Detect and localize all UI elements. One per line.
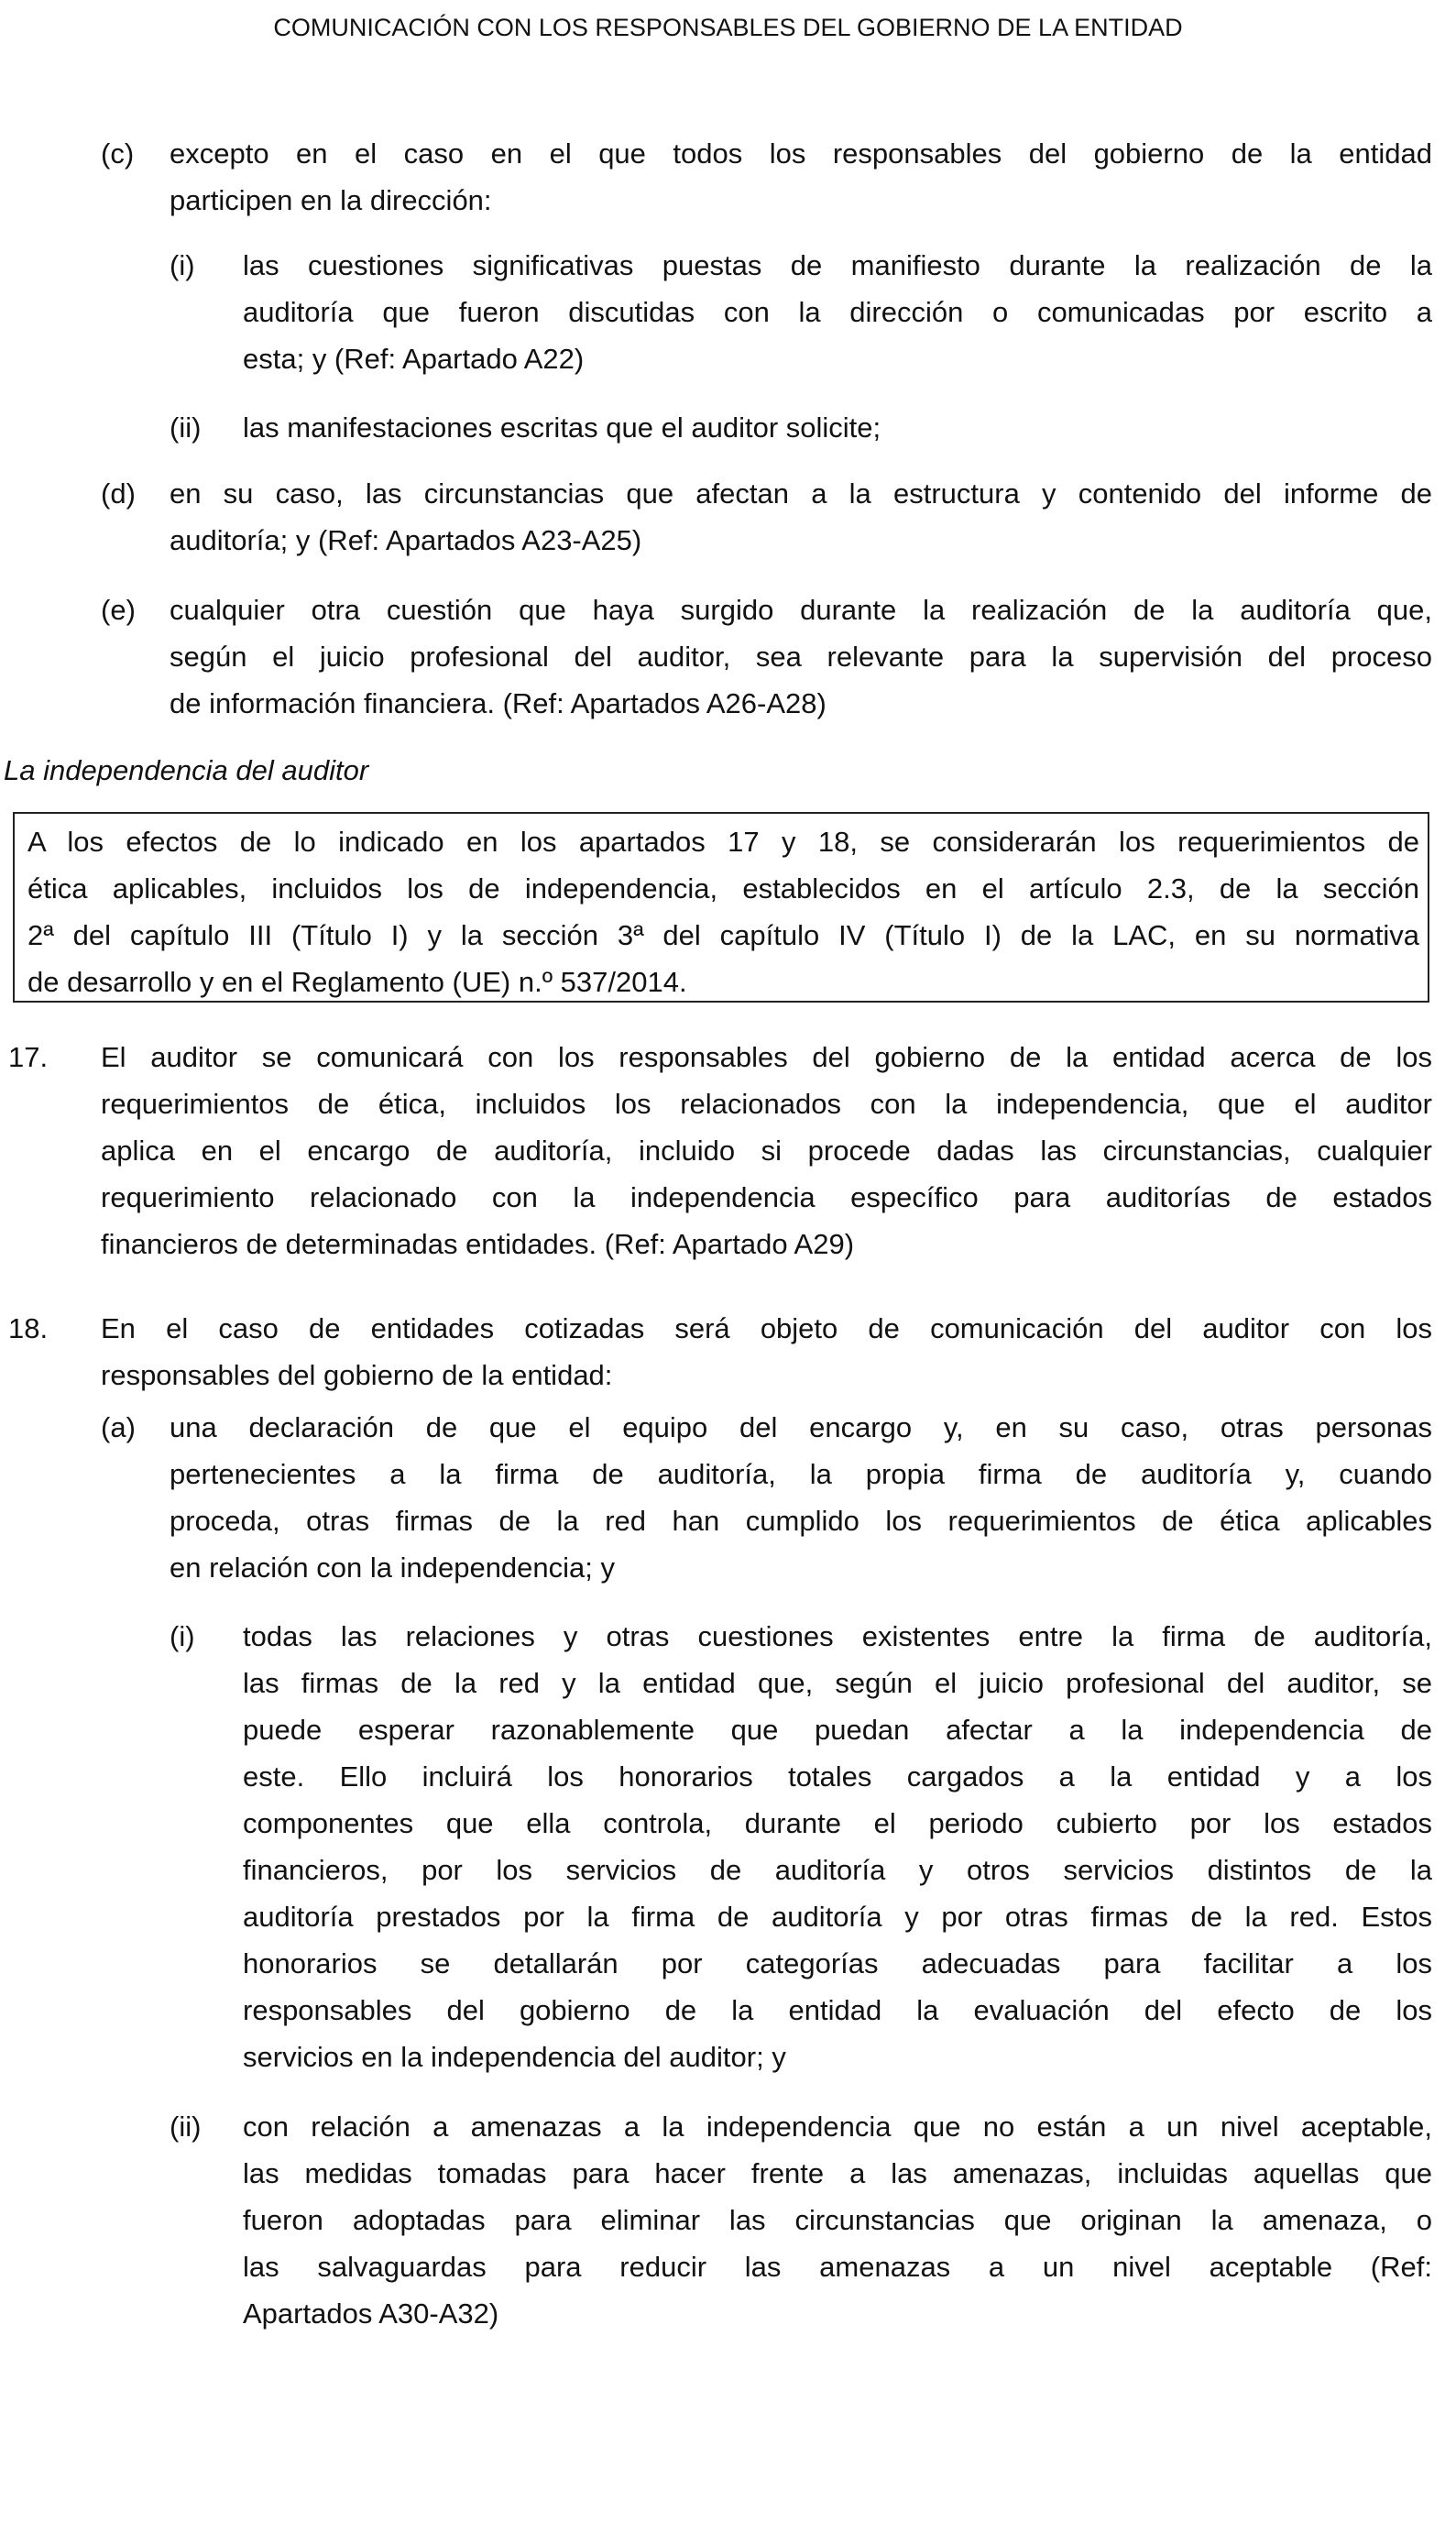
text-line: aplica en el encargo de auditoría, incluido si procede dadas las circunstancias, cualquier bbox=[101, 1135, 1432, 1167]
text-line: puede esperar razonablemente que puedan afectar a la independencia de bbox=[243, 1714, 1432, 1746]
item-label-p18: 18. bbox=[8, 1312, 49, 1344]
text-line: pertenecientes a la firma de auditoría, la propia firma de auditoría y, cuando bbox=[170, 1458, 1432, 1490]
item-label-e: (e) bbox=[101, 594, 136, 626]
item-label-c: (c) bbox=[101, 137, 135, 170]
text-line: A los efectos de lo indicado en los apartados 17 y 18, se considerarán los requerimientos de bbox=[27, 826, 1419, 858]
text-line: las medidas tomadas para hacer frente a las amenazas, incluidas aquellas que bbox=[243, 2157, 1432, 2189]
text-line: las firmas de la red y la entidad que, según el juicio profesional del auditor, se bbox=[243, 1667, 1432, 1699]
text-line: en relación con la independencia; y bbox=[170, 1552, 616, 1584]
page-header-title: COMUNICACIÓN CON LOS RESPONSABLES DEL GOBIERNO DE LA ENTIDAD bbox=[273, 14, 1183, 41]
text-line: participen en la dirección: bbox=[170, 184, 492, 216]
text-line: esta; y (Ref: Apartado A22) bbox=[243, 343, 585, 375]
paragraph-d bbox=[170, 470, 1432, 564]
text-line: requerimientos de ética, incluidos los relacionados con la independencia, que el auditor bbox=[101, 1088, 1432, 1120]
text-line: este. Ello incluirá los honorarios totales cargados a la entidad y a los bbox=[243, 1760, 1432, 1793]
paragraph-a-i bbox=[243, 1613, 1432, 2080]
item-label-a-i: (i) bbox=[170, 1620, 195, 1652]
item-label-a-ii: (ii) bbox=[170, 2111, 202, 2143]
text-line: En el caso de entidades cotizadas será objeto de comunicación del auditor con los bbox=[101, 1312, 1432, 1344]
paragraph-p18 bbox=[101, 1305, 1432, 1398]
paragraph-e bbox=[170, 587, 1432, 727]
paragraph-a-ii bbox=[243, 2103, 1432, 2337]
text-line: una declaración de que el equipo del encargo y, en su caso, otras personas bbox=[170, 1411, 1432, 1443]
text-line: 2ª del capítulo III (Título I) y la sección 3ª del capítulo IV (Título I) de la LAC, en su normativa bbox=[27, 919, 1419, 951]
text-line: responsables del gobierno de la entidad la evaluación del efecto de los bbox=[243, 1994, 1432, 2026]
text-line: honorarios se detallarán por categorías adecuadas para facilitar a los bbox=[243, 1947, 1432, 1979]
text-line: las cuestiones significativas puestas de manifiesto durante la realización de la bbox=[243, 249, 1432, 281]
item-label-a: (a) bbox=[101, 1411, 136, 1443]
text-line: de desarrollo y en el Reglamento (UE) n.º 537/2014. bbox=[27, 966, 687, 998]
text-line: en su caso, las circunstancias que afectan a la estructura y contenido del informe de bbox=[170, 477, 1432, 510]
text-line: según el juicio profesional del auditor, sea relevante para la supervisión del proceso bbox=[170, 641, 1432, 673]
item-label-d: (d) bbox=[101, 477, 136, 510]
section-heading: La independencia del auditor bbox=[4, 754, 369, 786]
item-label-c-i: (i) bbox=[170, 249, 195, 281]
text-line: auditoría prestados por la firma de auditoría y por otras firmas de la red. Estos bbox=[243, 1901, 1432, 1933]
item-label-p17: 17. bbox=[8, 1041, 49, 1073]
text-line: El auditor se comunicará con los responsables del gobierno de la entidad acerca de los bbox=[101, 1041, 1432, 1073]
text-line: componentes que ella controla, durante el periodo cubierto por los estados bbox=[243, 1807, 1432, 1839]
text-line: proceda, otras firmas de la red han cumplido los requerimientos de ética aplicables bbox=[170, 1505, 1432, 1537]
text-line: excepto en el caso en el que todos los responsables del gobierno de la entidad bbox=[170, 137, 1432, 170]
paragraph-a bbox=[170, 1404, 1432, 1591]
text-line: con relación a amenazas a la independencia que no están a un nivel aceptable, bbox=[243, 2111, 1432, 2143]
text-line: auditoría; y (Ref: Apartados A23-A25) bbox=[170, 524, 642, 556]
text-line: las salvaguardas para reducir las amenazas a un nivel aceptable (Ref: bbox=[243, 2251, 1432, 2283]
paragraph-c-ii bbox=[243, 404, 1432, 451]
text-line: financieros, por los servicios de auditoría y otros servicios distintos de la bbox=[243, 1854, 1432, 1886]
text-line: las manifestaciones escritas que el auditor solicite; bbox=[243, 411, 881, 444]
text-line: responsables del gobierno de la entidad: bbox=[101, 1359, 613, 1391]
paragraph-p17 bbox=[101, 1034, 1432, 1267]
text-line: fueron adoptadas para eliminar las circunstancias que originan la amenaza, o bbox=[243, 2204, 1432, 2236]
text-line: servicios en la independencia del auditor; y bbox=[243, 2041, 786, 2073]
text-line: ética aplicables, incluidos los de independencia, establecidos en el artículo 2.3, de la sección bbox=[27, 872, 1419, 905]
text-line: auditoría que fueron discutidas con la dirección o comunicadas por escrito a bbox=[243, 296, 1432, 328]
text-line: todas las relaciones y otras cuestiones existentes entre la firma de auditoría, bbox=[243, 1620, 1432, 1652]
paragraph-c-i bbox=[243, 242, 1432, 382]
text-line: Apartados A30-A32) bbox=[243, 2297, 499, 2330]
text-line: financieros de determinadas entidades. (Ref: Apartado A29) bbox=[101, 1228, 855, 1260]
text-line: de información financiera. (Ref: Apartados A26-A28) bbox=[170, 687, 827, 719]
text-line: requerimiento relacionado con la independencia específico para auditorías de estados bbox=[101, 1181, 1432, 1213]
item-label-c-ii: (ii) bbox=[170, 411, 202, 444]
paragraph-c bbox=[170, 130, 1432, 224]
paragraph-box bbox=[27, 818, 1419, 1005]
text-line: cualquier otra cuestión que haya surgido durante la realización de la auditoría que, bbox=[170, 594, 1432, 626]
